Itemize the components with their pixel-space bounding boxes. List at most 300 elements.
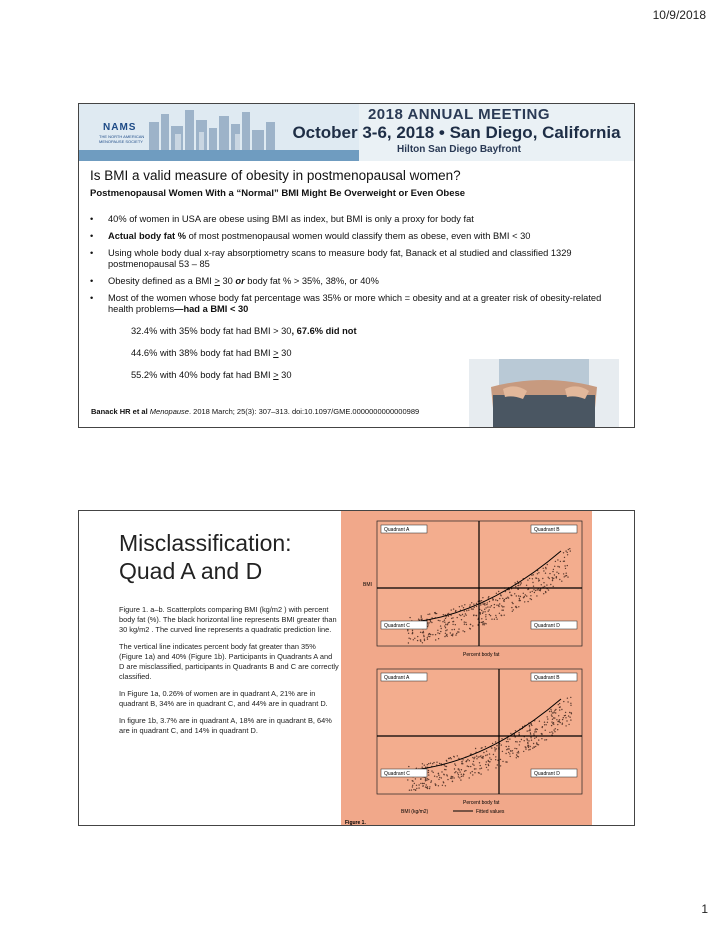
scatter-point (438, 779, 439, 780)
scatter-point (454, 629, 455, 630)
scatter-point (551, 716, 552, 717)
scatter-point (510, 733, 511, 734)
scatter-point (512, 611, 513, 612)
scatter-point (434, 776, 435, 777)
scatter-point (552, 719, 553, 720)
scatter-point (445, 618, 446, 619)
scatter-point (518, 732, 519, 733)
scatter-point (425, 766, 426, 767)
scatter-point (495, 741, 496, 742)
scatter-point (455, 765, 456, 766)
scatter-point (506, 749, 507, 750)
scatter-point (563, 561, 564, 562)
scatter-point (484, 611, 485, 612)
scatter-point (567, 552, 568, 553)
scatter-point (551, 725, 552, 726)
scatter-point (536, 595, 537, 596)
scatter-point (466, 610, 467, 611)
scatter-point (547, 722, 548, 723)
scatter-point (412, 780, 413, 781)
scatter-point (556, 719, 557, 720)
scatter-point (455, 624, 456, 625)
scatter-point (474, 607, 475, 608)
scatter-point (446, 616, 447, 617)
scatter-point (494, 604, 495, 605)
scatter-point (464, 621, 465, 622)
scatter-point (541, 584, 542, 585)
scatter-point (490, 759, 491, 760)
scatter-point (544, 586, 545, 587)
scatter-point (473, 765, 474, 766)
scatter-point (552, 733, 553, 734)
scatter-point (547, 718, 548, 719)
scatter-point (495, 749, 496, 750)
scatter-point (482, 756, 483, 757)
scatter-point (545, 573, 546, 574)
banner-dates: October 3-6, 2018 • San Diego, California (292, 123, 621, 142)
scatter-point (470, 624, 471, 625)
scatter-point (530, 737, 531, 738)
scatter-point (454, 768, 455, 769)
scatter-point (558, 715, 559, 716)
scatter-point (525, 594, 526, 595)
quadrant-a-label: Quadrant A (384, 675, 410, 681)
scatter-point (541, 738, 542, 739)
scatter-point (521, 739, 522, 740)
scatter-point (462, 614, 463, 615)
scatter-point (495, 759, 496, 760)
scatter-point (420, 641, 421, 642)
scatter-point (408, 633, 409, 634)
scatter-point (420, 619, 421, 620)
scatter-point (501, 615, 502, 616)
scatter-point (488, 765, 489, 766)
scatter-point (525, 748, 526, 749)
scatter-point (417, 640, 418, 641)
slide-bmi-validity (78, 103, 635, 428)
scatter-point (455, 771, 456, 772)
scatter-point (492, 598, 493, 599)
scatter-point (532, 748, 533, 749)
slide-misclassification (78, 510, 635, 826)
scatter-point (408, 642, 409, 643)
scatter-point (430, 782, 431, 783)
scatter-point (527, 745, 528, 746)
scatter-point (542, 726, 543, 727)
scatter-point (530, 733, 531, 734)
scatter-point (506, 741, 507, 742)
scatter-point (480, 765, 481, 766)
scatter-point (530, 598, 531, 599)
scatter-point (532, 582, 533, 583)
scatter-point (548, 577, 549, 578)
scatter-point (567, 701, 568, 702)
scatter-point (507, 738, 508, 739)
scatter-point (425, 786, 426, 787)
scatter-point (533, 743, 534, 744)
slide-subtitle: Postmenopausal Women With a “Normal” BMI Might Be Overweight or Even Obese (90, 188, 466, 199)
scatter-point (506, 746, 507, 747)
scatter-point (553, 712, 554, 713)
scatter-point (428, 622, 429, 623)
scatter-point (481, 610, 482, 611)
scatter-point (519, 741, 520, 742)
scatter-point (502, 606, 503, 607)
scatter-point (497, 600, 498, 601)
scatter-point (539, 589, 540, 590)
scatter-point (479, 772, 480, 773)
scatter-point (496, 593, 497, 594)
scatter-point (546, 584, 547, 585)
scatter-point (422, 783, 423, 784)
scatter-point (473, 758, 474, 759)
scatter-point (570, 705, 571, 706)
scatter-point (418, 619, 419, 620)
scatter-point (459, 771, 460, 772)
scatter-point (555, 728, 556, 729)
scatter-point (505, 598, 506, 599)
scatter-point (537, 729, 538, 730)
scatter-point (447, 624, 448, 625)
scatter-point (496, 605, 497, 606)
scatter-point (436, 762, 437, 763)
scatter-point (497, 764, 498, 765)
scatter-point (421, 617, 422, 618)
quadrant-b-label: Quadrant B (534, 675, 560, 681)
scatter-point (427, 788, 428, 789)
scatter-point (486, 761, 487, 762)
scatter-point (420, 783, 421, 784)
scatter-point (454, 756, 455, 757)
conference-banner (79, 104, 634, 161)
scatter-point (520, 582, 521, 583)
scatter-point (504, 615, 505, 616)
scatter-point (489, 606, 490, 607)
scatter-point (528, 588, 529, 589)
scatter-point (430, 634, 431, 635)
scatter-point (514, 593, 515, 594)
scatter-point (465, 622, 466, 623)
scatter-point (469, 777, 470, 778)
scatter-point (519, 598, 520, 599)
scatter-point (453, 608, 454, 609)
scatter-point (524, 740, 525, 741)
scatter-point (518, 756, 519, 757)
scatter-point (446, 766, 447, 767)
scatter-point (545, 591, 546, 592)
scatter-point (483, 621, 484, 622)
scatter-point (494, 750, 495, 751)
scatter-point (452, 624, 453, 625)
scatter-point (476, 603, 477, 604)
scatter-point (544, 724, 545, 725)
scatter-point (568, 715, 569, 716)
scatter-point (487, 602, 488, 603)
scatter-point (561, 581, 562, 582)
scatter-point (551, 721, 552, 722)
scatter-point (458, 628, 459, 629)
scatter-point (541, 733, 542, 734)
scatter-point (427, 764, 428, 765)
scatter-point (538, 739, 539, 740)
scatter-point (487, 769, 488, 770)
quadrant-c-label: Quadrant C (384, 623, 410, 629)
scatter-point (481, 622, 482, 623)
scatter-point (407, 779, 408, 780)
scatter-point (561, 709, 562, 710)
scatter-point (476, 755, 477, 756)
scatter-point (444, 625, 445, 626)
scatter-point (551, 731, 552, 732)
scatter-point (544, 722, 545, 723)
scatter-point (499, 613, 500, 614)
scatter-point (438, 775, 439, 776)
scatter-point (498, 591, 499, 592)
scatter-point (549, 732, 550, 733)
scatter-point (447, 775, 448, 776)
slide-title: Misclassification: Quad A and D (119, 530, 292, 584)
scatter-point (515, 730, 516, 731)
scatter-point (424, 640, 425, 641)
scatter-point (488, 597, 489, 598)
scatter-point (462, 775, 463, 776)
scatter-point (518, 752, 519, 753)
scatter-point (427, 624, 428, 625)
scatter-point (458, 631, 459, 632)
scatter-point (469, 628, 470, 629)
scatter-point (565, 550, 566, 551)
scatter-point (563, 552, 564, 553)
scatter-point (471, 608, 472, 609)
scatter-point (515, 606, 516, 607)
scatter-point (529, 725, 530, 726)
scatter-point (510, 756, 511, 757)
scatter-point (543, 568, 544, 569)
scatter-point (524, 601, 525, 602)
scatter-point (439, 763, 440, 764)
scatter-point (423, 631, 424, 632)
scatter-point (489, 601, 490, 602)
scatter-point (420, 639, 421, 640)
scatter-point (526, 738, 527, 739)
scatter-point (494, 747, 495, 748)
scatter-point (559, 579, 560, 580)
scatter-point (531, 599, 532, 600)
scatter-point (422, 767, 423, 768)
scatter-point (488, 760, 489, 761)
scatter-point (482, 624, 483, 625)
page-number: 1 (701, 902, 708, 916)
scatter-point (444, 620, 445, 621)
scatter-point (472, 625, 473, 626)
scatter-point (464, 604, 465, 605)
scatter-point (482, 613, 483, 614)
scatter-point (472, 757, 473, 758)
scatter-point (428, 779, 429, 780)
scatter-point (432, 634, 433, 635)
figure-description (119, 605, 339, 743)
scatter-point (496, 617, 497, 618)
scatter-point (415, 778, 416, 779)
scatter-point (536, 731, 537, 732)
scatter-point (495, 599, 496, 600)
scatter-point (533, 746, 534, 747)
scatter-point (545, 567, 546, 568)
scatter-point (532, 578, 533, 579)
scatter-point (523, 593, 524, 594)
scatter-point (556, 577, 557, 578)
scatter-point (417, 636, 418, 637)
scatter-point (426, 784, 427, 785)
list-item: 44.6% with 38% body fat had BMI > 30 (131, 348, 292, 358)
scatter-point (518, 589, 519, 590)
paragraph: The vertical line indicates percent body fat greater than 35% (Figure 1a) and 40% (Figure 1b). Participants in Quadrants A and D are misclassified, participants in Quadrants B and C are correctly classified. (119, 642, 339, 681)
scatter-point (485, 764, 486, 765)
scatter-point (466, 760, 467, 761)
scatter-point (554, 710, 555, 711)
scatter-point (559, 709, 560, 710)
scatter-point (478, 756, 479, 757)
scatter-point (537, 573, 538, 574)
scatter-point (528, 740, 529, 741)
scatter-point (475, 768, 476, 769)
scatter-point (523, 751, 524, 752)
scatter-point (512, 753, 513, 754)
scatter-point (422, 785, 423, 786)
scatter-point (415, 789, 416, 790)
scatter-point (439, 777, 440, 778)
scatter-point (411, 789, 412, 790)
scatter-point (489, 757, 490, 758)
scatter-point (473, 604, 474, 605)
scatter-point (441, 777, 442, 778)
scatter-point (483, 752, 484, 753)
quadrant-b-label: Quadrant B (534, 527, 560, 533)
scatter-point (455, 634, 456, 635)
scatter-point (569, 717, 570, 718)
scatter-point (563, 573, 564, 574)
scatter-point (565, 568, 566, 569)
scatter-point (530, 746, 531, 747)
scatter-point (570, 703, 571, 704)
scatter-point (538, 572, 539, 573)
scatter-point (452, 781, 453, 782)
scatter-point (412, 630, 413, 631)
scatter-point (566, 720, 567, 721)
scatter-point (566, 575, 567, 576)
scatter-point (484, 624, 485, 625)
nams-logo (99, 122, 154, 152)
scatter-point (567, 698, 568, 699)
scatter-point (450, 632, 451, 633)
scatter-point (531, 575, 532, 576)
scatter-point (455, 611, 456, 612)
scatter-point (436, 613, 437, 614)
scatter-point (565, 712, 566, 713)
scatter-point (428, 763, 429, 764)
scatter-point (448, 613, 449, 614)
scatter-point (481, 768, 482, 769)
scatter-point (501, 605, 502, 606)
scatter-point (452, 617, 453, 618)
scatter-point (537, 589, 538, 590)
scatter-point (445, 624, 446, 625)
scatter-point (555, 712, 556, 713)
scatter-point (528, 730, 529, 731)
scatter-point (567, 576, 568, 577)
scatter-point (495, 767, 496, 768)
scatter-point (459, 777, 460, 778)
scatter-point (485, 616, 486, 617)
scatter-point (545, 730, 546, 731)
scatter-point (489, 753, 490, 754)
scatter-point (533, 733, 534, 734)
scatter-point (470, 766, 471, 767)
scatter-point (443, 614, 444, 615)
scatter-point (468, 766, 469, 767)
scatter-point (538, 744, 539, 745)
scatter-point (559, 707, 560, 708)
scatter-point (559, 719, 560, 720)
scatter-point (502, 598, 503, 599)
scatter-point (464, 624, 465, 625)
scatter-point (527, 743, 528, 744)
scatter-point (503, 601, 504, 602)
list-item: • Obesity defined as a BMI > 30 or body fat % > 35%, 38%, or 40% (90, 276, 379, 286)
scatter-point (412, 632, 413, 633)
scatter-point (435, 639, 436, 640)
scatter-point (420, 779, 421, 780)
scatter-point (487, 754, 488, 755)
scatter-point (555, 561, 556, 562)
figure-caption: Figure 1. (345, 820, 366, 826)
scatter-point (513, 609, 514, 610)
scatter-point (440, 625, 441, 626)
scatter-point (418, 787, 419, 788)
scatter-point (529, 729, 530, 730)
scatter-point (446, 635, 447, 636)
paragraph: Figure 1. a–b. Scatterplots comparing BMI (kg/m2 ) with percent body fat (%). The black horizontal line represents BMI greater than 30 kg/m2 . The curved line represents a quadratic prediction line. (119, 605, 337, 634)
scatter-point (543, 593, 544, 594)
scatter-point (412, 785, 413, 786)
paragraph: In figure 1b, 3.7% are in quadrant A, 18% are in quadrant B, 64% are in quadrant C, and 14% in quadrant D. (119, 716, 332, 735)
scatter-point (558, 573, 559, 574)
scatter-point (562, 719, 563, 720)
scatter-point (447, 779, 448, 780)
scatter-point (461, 763, 462, 764)
result-list (131, 326, 357, 392)
scatter-point (422, 763, 423, 764)
scatter-point (552, 577, 553, 578)
scatter-point (423, 635, 424, 636)
scatter-point (456, 633, 457, 634)
scatter-point (413, 639, 414, 640)
scatter-point (533, 586, 534, 587)
bullet-list (90, 214, 620, 321)
scatter-point (436, 776, 437, 777)
scatter-point (443, 781, 444, 782)
scatter-point (512, 750, 513, 751)
scatter-point (483, 611, 484, 612)
scatter-point (525, 746, 526, 747)
scatter-point (457, 772, 458, 773)
scatter-point (505, 753, 506, 754)
scatter-point (507, 741, 508, 742)
scatter-point (527, 601, 528, 602)
scatter-point (485, 755, 486, 756)
scatter-point (520, 584, 521, 585)
scatter-point (546, 739, 547, 740)
